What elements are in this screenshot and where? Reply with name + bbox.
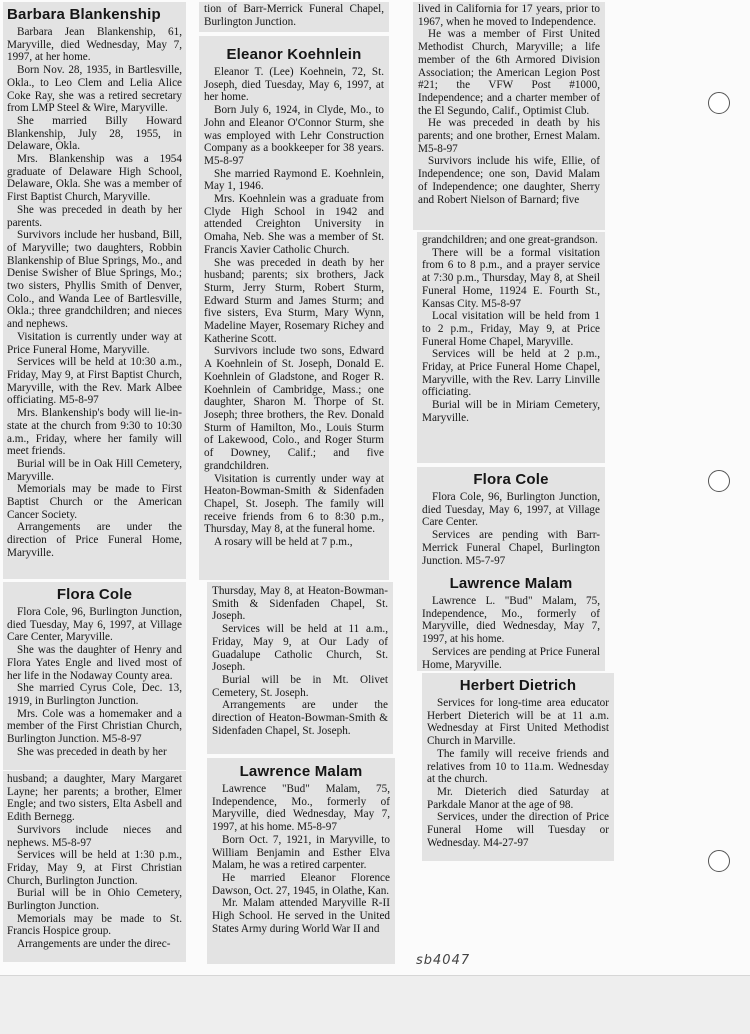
obituary-paragraph: Born Nov. 28, 1935, in Bartlesville, Okla., to Leo Clem and Lelia Alice Coke Ray, she was a retired secretary from LMP Steel & Wire, Maryville. <box>7 64 182 115</box>
obituary-lawrence-malam-continued <box>413 2 605 230</box>
obituary-paragraph: Born July 6, 1924, in Clyde, Mo., to John and Eleanor O'Connor Sturm, she was employed with Lehr Construction Company as a bookkeeper for 38 years. M5-8-97 <box>204 104 384 167</box>
obituary-flora-cole-tail <box>199 2 389 32</box>
obituary-heading: Barbara Blankenship <box>7 6 161 23</box>
obituary-paragraph: Survivors include two sons, Edward A Koehnlein of St. Joseph, Donald E. Koehnlein of Gladstone, and Roger R. Koehnlein of Cambridge, Mass.; one daughter, Sharon M. Thorpe of St. Joseph; three brothers, the Rev. Donald Sturm of Hamilton, Mo., Louis Sturm of Lakewood, Colo., and Roger Sturm of Downey, Calif.; and five grandchildren. <box>204 345 384 472</box>
obituary-paragraph: Mr. Malam attended Maryville R-II High School. He served in the United States Army during World War II and <box>212 897 390 935</box>
obituary-herbert-dietrich <box>422 673 614 861</box>
obituary-paragraph: Burial will be in Ohio Cemetery, Burlington Junction. <box>7 887 182 913</box>
obituary-paragraph: lived in California for 17 years, prior to 1967, when he moved to Independence. <box>418 3 600 28</box>
obituary-flora-cole-continued <box>3 771 186 962</box>
obituary-paragraph: He married Eleanor Florence Dawson, Oct. 27, 1945, in Olathe, Kan. <box>212 871 390 897</box>
obituary-paragraph: Burial will be in Miriam Cemetery, Maryville. <box>422 399 600 424</box>
obituary-paragraph: Services are pending at Price Funeral Home, Maryville. <box>422 645 600 671</box>
obituary-paragraph: Burial will be in Oak Hill Cemetery, Maryville. <box>7 457 182 483</box>
catalog-number: sb4047 <box>416 953 471 968</box>
obituary-heading: Flora Cole <box>473 471 549 488</box>
obituary-paragraph: She was preceded in death by her <box>17 745 167 758</box>
obituary-paragraph: Arrangements are under the direc- <box>17 938 171 951</box>
obituary-paragraph: Survivors include his wife, Ellie, of Independence; one son, David Malam of Independence; one daughter, Sherry and Robert Nielson of Barnard; five <box>418 155 600 206</box>
obituary-paragraph: Flora Cole, 96, Burlington Junction, died Tuesday, May 6, 1997, at Village Care Center, Maryville. <box>7 606 182 644</box>
obituary-paragraph: She was the daughter of Henry and Flora Yates Engle and lived most of her life in the Nodaway County area. <box>7 644 182 682</box>
obituary-heading: Lawrence Malam <box>449 575 573 592</box>
obituary-paragraph: Lawrence L. "Bud" Malam, 75, Independence, Mo., formerly of Maryville, died Wednesday, May 7, 1997, at his home. <box>422 595 600 646</box>
obituary-paragraph: Services, under the direction of Price Funeral Home will Tuesday or Wednesday. M4-27-97 <box>427 811 609 849</box>
obituary-heading: Eleanor Koehnlein <box>226 46 362 63</box>
obituary-eleanor-koehnlein-continued <box>207 582 393 754</box>
obituary-paragraph: Born Oct. 7, 1921, in Maryville, to William Benjamin and Esther Elva Malam, he was a retired carpenter. <box>212 833 390 872</box>
obituary-paragraph: grandchildren; and one great-grandson. <box>422 234 598 246</box>
obituary-barbara-blankenship <box>3 2 186 579</box>
obituary-paragraph: Services will be held at 11 a.m., Friday, May 9, at Our Lady of Guadalupe Catholic Church, St. Joseph. <box>212 623 388 674</box>
obituary-paragraph: Arrangements are under the direction of Price Funeral Home, Maryville. <box>7 521 182 559</box>
obituary-paragraph: Services are pending with Barr-Merrick Funeral Chapel, Burlington Junction. M5-7-97 <box>422 529 600 567</box>
obituary-flora-cole <box>3 582 186 770</box>
obituary-paragraph: Barbara Jean Blankenship, 61, Maryville, died Wednesday, May 7, 1997, at her home. <box>7 26 182 64</box>
notice-lawrence-malam <box>417 571 605 671</box>
obituary-paragraph: Thursday, May 8, at Heaton-Bowman-Smith & Sidenfaden Chapel, St. Joseph. <box>212 585 388 623</box>
obituary-lawrence-malam <box>207 758 395 964</box>
binder-hole <box>708 850 730 872</box>
obituary-lawrence-malam-end <box>417 232 605 463</box>
obituary-paragraph: Mrs. Koehnlein was a graduate from Clyde High School in 1942 and attended Creighton University in Omaha, Neb. She was a member of St. Francis Xavier Catholic Church. <box>204 193 384 256</box>
obituary-paragraph: Burial will be in Mt. Olivet Cemetery, St. Joseph. <box>212 673 388 699</box>
obituary-paragraph: She was preceded in death by her husband; parents; six brothers, Jack Sturm, Jerry Sturm, Robert Sturm, Edward Sturm and James Sturm; and five sisters, Eva Sturm, Mary Wynn, Madeline Mayer, Rosemary Richey and Katherine Scott. <box>204 256 384 345</box>
obituary-heading: Herbert Dietrich <box>459 677 577 694</box>
obituary-paragraph: Lawrence "Bud" Malam, 75, Independence, Mo., formerly of Maryville, died Wednesday, May 7, 1997, at his home. M5-8-97 <box>212 783 390 834</box>
obituary-heading: Lawrence Malam <box>239 763 363 780</box>
obituary-paragraph: She married Cyrus Cole, Dec. 13, 1919, in Burlington Junction. <box>7 682 182 707</box>
obituary-paragraph: He was preceded in death by his parents; and one brother, Ernest Malam. M5-8-97 <box>418 117 600 155</box>
obituary-paragraph: She married Raymond E. Koehnlein, May 1, 1946. <box>204 167 384 193</box>
obituary-paragraph: Mrs. Blankenship was a 1954 graduate of Delaware High School, Delaware, Okla. She was a member of First Baptist Church, Maryville. <box>7 153 182 204</box>
obituary-paragraph: Mrs. Cole was a homemaker and a member of the First Christian Church, Burlington Junction. M5-8-97 <box>7 707 182 746</box>
obituary-eleanor-koehnlein <box>199 36 389 580</box>
obituary-paragraph: husband; a daughter, Mary Margaret Layne; her parents; a brother, Elmer Engle; and two sisters, Elta Asbell and Edith Bernegg. <box>7 773 182 824</box>
obituary-paragraph: Services for long-time area educator Herbert Dieterich will be at 11 a.m. Wednesday at First United Methodist Church in Marville. <box>427 697 609 748</box>
obituary-paragraph: tion of Barr-Merrick Funeral Chapel, Burlington Junction. <box>204 3 384 28</box>
obituary-paragraph: Survivors include her husband, Bill, of Maryville; two daughters, Robbin Blankenship of Blue Springs, Mo., and Denise Swisher of Blue Springs, Mo.; two sisters, Phyllis Smith of Denver, Colo., and Wanda Lee of Bartlesville, Okla.; three grandchildren; and nieces and nephews. <box>7 229 182 331</box>
notice-flora-cole <box>417 467 605 571</box>
obituary-paragraph: The family will receive friends and relatives from 10 to 11a.m. Wednesday at the church. <box>427 747 609 786</box>
obituary-paragraph: Local visitation will be held from 1 to 2 p.m., Friday, May 9, at Price Funeral Home Chapel, Maryville. <box>422 310 600 348</box>
obituary-paragraph: Arrangements are under the direction of Heaton-Bowman-Smith & Sidenfaden Chapel, St. Joseph. <box>212 699 388 737</box>
obituary-paragraph: Services will be held at 2 p.m., Friday, at Price Funeral Home Chapel, Maryville, with the Rev. Larry Linville officiating. <box>422 348 600 399</box>
binder-hole <box>708 92 730 114</box>
obituary-paragraph: Services will be held at 10:30 a.m., Friday, May 9, at First Baptist Church, Maryville, with the Rev. Mark Albee officiating. M5-8-97 <box>7 356 182 407</box>
obituary-paragraph: Mrs. Blankenship's body will lie-in-state at the church from 9:30 to 10:30 a.m., Friday, where her family will meet friends. <box>7 407 182 458</box>
obituary-paragraph: Services will be held at 1:30 p.m., Friday, May 9, at First Christian Church, Burlington Junction. <box>7 849 182 887</box>
obituary-heading: Flora Cole <box>56 586 133 603</box>
obituary-paragraph: Mr. Dieterich died Saturday at Parkdale Manor at the age of 98. <box>427 785 609 811</box>
obituary-paragraph: Memorials may be made to St. Francis Hospice group. <box>7 912 182 938</box>
scanner-margin <box>0 975 750 1034</box>
obituary-paragraph: She was preceded in death by her parents. <box>7 203 182 229</box>
obituary-paragraph: There will be a formal visitation from 6 to 8 p.m., and a prayer service at 7:30 p.m., Thursday, May 8, at Sheil Funeral Home, 11924 E. Fourth St., Kansas City. M5-8-97 <box>422 246 600 310</box>
obituary-paragraph: He was a member of First United Methodist Church, Maryville; a life member of the 6th Armored Division Association; the American Legion Post #21; the VFW Post #1000, Independence; and a charter member of the El Segundo, Calif., Optimist Club. <box>418 28 600 117</box>
obituary-paragraph: Flora Cole, 96, Burlington Junction, died Tuesday, May 6, 1997, at Village Care Center. <box>422 491 600 529</box>
obituary-paragraph: Visitation is currently under way at Heaton-Bowman-Smith & Sidenfaden Chapel, St. Joseph. The family will receive friends from 6 to 8:30 p.m., Thursday, May 8, at the funeral home. <box>204 472 384 536</box>
obituary-paragraph: Eleanor T. (Lee) Koehnein, 72, St. Joseph, died Tuesday, May 6, 1997, at her home. <box>204 66 384 104</box>
obituary-paragraph: A rosary will be held at 7 p.m., <box>214 536 353 549</box>
obituary-paragraph: Survivors include nieces and nephews. M5-8-97 <box>7 823 182 849</box>
obituary-paragraph: Memorials may be made to First Baptist Church or the American Cancer Society. <box>7 483 182 521</box>
obituary-paragraph: She married Billy Howard Blankenship, July 28, 1955, in Delaware, Okla. <box>7 114 182 153</box>
obituary-paragraph: Visitation is currently under way at Price Funeral Home, Maryville. <box>7 330 182 356</box>
binder-hole <box>708 470 730 492</box>
